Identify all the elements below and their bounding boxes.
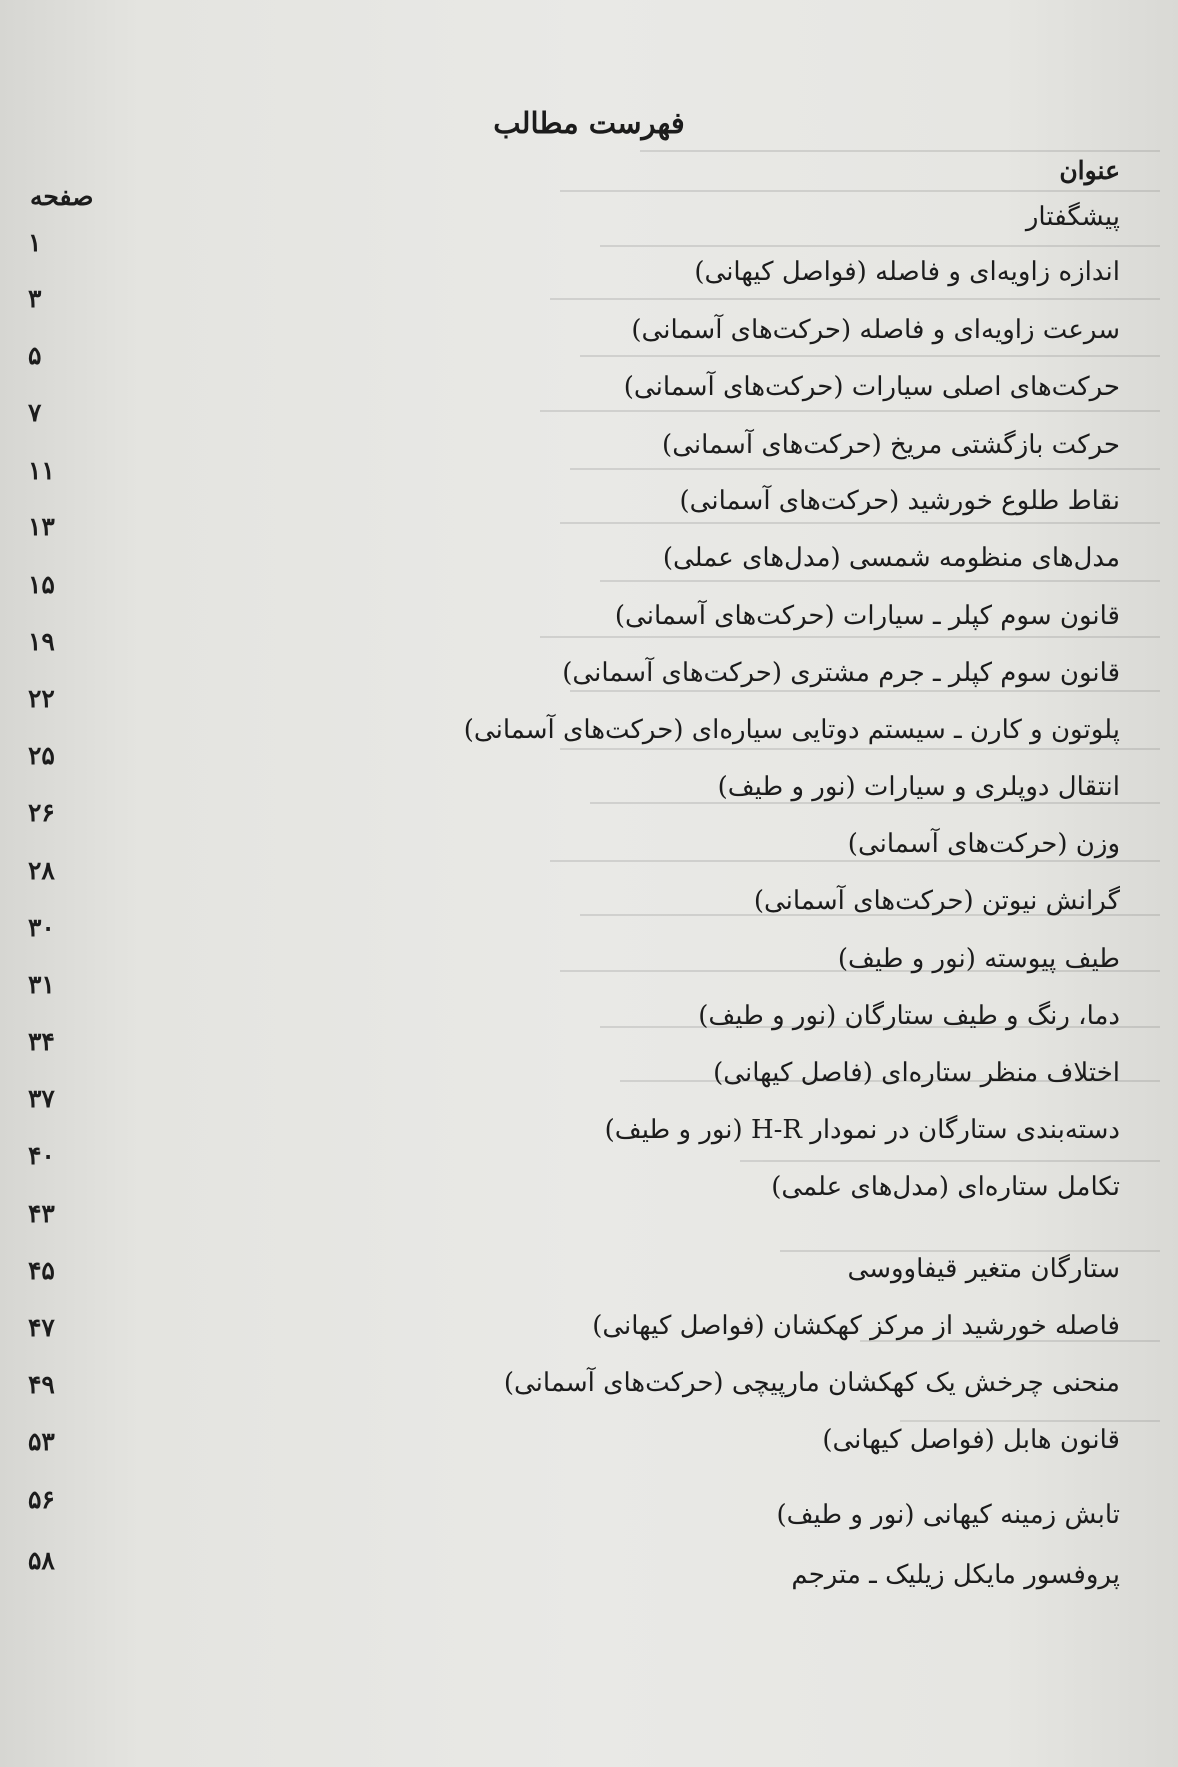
toc-entry-page: ۴۷ [28,1313,55,1342]
toc-entry-page: ۱ [28,228,42,257]
page-title: فهرست مطالب [493,106,685,140]
toc-entry-page: ۳۴ [28,1027,55,1056]
toc-entry-title: دما، رنگ و طیف ستارگان (نور و طیف) [698,1001,1120,1031]
page-column-header: صفحه [30,182,94,211]
toc-entry-page: ۴۹ [28,1370,55,1399]
toc-entry-title: ستارگان متغیر قیفاووسی [847,1254,1120,1284]
toc-entry-page: ۳ [28,284,42,313]
bleed-through-texture [520,150,1160,1500]
toc-entry-title: تکامل ستاره‌ای (مدل‌های علمی) [771,1172,1120,1202]
toc-entry-title: پیشگفتار [1025,202,1120,232]
toc-entry-page: ۱۹ [28,627,55,656]
toc-entry-page: ۳۱ [28,970,55,999]
toc-entry-page: ۴۰ [28,1141,55,1170]
toc-entry-page: ۵۸ [28,1546,55,1575]
toc-entry-title: حرکت بازگشتی مریخ (حرکت‌های آسمانی) [662,430,1120,460]
toc-entry-page: ۳۷ [28,1084,55,1113]
toc-entry-title: دسته‌بندی ستارگان در نمودار H-R (نور و طیف) [604,1115,1120,1145]
toc-entry-title: وزن (حرکت‌های آسمانی) [847,829,1120,859]
toc-entry-title: گرانش نیوتن (حرکت‌های آسمانی) [753,886,1120,916]
toc-entry-page: ۳۰ [28,913,55,942]
toc-entry-page: ۲۲ [28,684,55,713]
toc-entry-title: حرکت‌های اصلی سیارات (حرکت‌های آسمانی) [623,372,1120,402]
toc-entry-title: مدل‌های منظومه شمسی (مدل‌های عملی) [662,543,1120,573]
toc-entry-page: ۲۸ [28,856,55,885]
toc-entry-title: طیف پیوسته (نور و طیف) [837,944,1120,974]
toc-entry-page: ۵ [28,341,42,370]
toc-entry-page: ۱۵ [28,570,55,599]
toc-entry-page: ۴۵ [28,1256,55,1285]
toc-entry-page: ۲۶ [28,798,55,827]
toc-entry-page: ۵۶ [28,1485,55,1514]
toc-entry-title: منحنی چرخش یک کهکشان مارپیچی (حرکت‌های آسمانی) [503,1368,1120,1398]
toc-entry-page: ۱۳ [28,512,55,541]
toc-entry-title: نقاط طلوع خورشید (حرکت‌های آسمانی) [679,486,1120,516]
toc-entry-title: پلوتون و کارن ـ سیستم دوتایی سیاره‌ای (حرکت‌های آسمانی) [463,715,1120,745]
toc-entry-title: پروفسور مایکل زیلیک ـ مترجم [791,1560,1120,1590]
toc-entry-page: ۷ [28,398,42,427]
title-column-header: عنوان [1059,156,1120,185]
toc-entry-title: قانون سوم کپلر ـ جرم مشتری (حرکت‌های آسمانی) [562,658,1120,688]
toc-entry-page: ۲۵ [28,741,55,770]
toc-entry-title: اختلاف منظر ستاره‌ای (فاصل کیهانی) [713,1058,1120,1088]
toc-entry-title: فاصله خورشید از مرکز کهکشان (فواصل کیهانی) [592,1311,1120,1341]
toc-entry-title: قانون سوم کپلر ـ سیارات (حرکت‌های آسمانی) [614,601,1120,631]
toc-entry-title: سرعت زاویه‌ای و فاصله (حرکت‌های آسمانی) [631,315,1120,345]
toc-entry-title: انتقال دوپلری و سیارات (نور و طیف) [717,772,1120,802]
toc-entry-title: اندازه زاویه‌ای و فاصله (فواصل کیهانی) [694,257,1120,287]
toc-entry-page: ۴۳ [28,1199,55,1228]
toc-entry-title: تابش زمینه کیهانی (نور و طیف) [776,1500,1120,1530]
toc-entry-page: ۱۱ [28,456,55,485]
toc-entry-page: ۵۳ [28,1427,55,1456]
toc-entry-title: قانون هابل (فواصل کیهانی) [822,1425,1120,1455]
